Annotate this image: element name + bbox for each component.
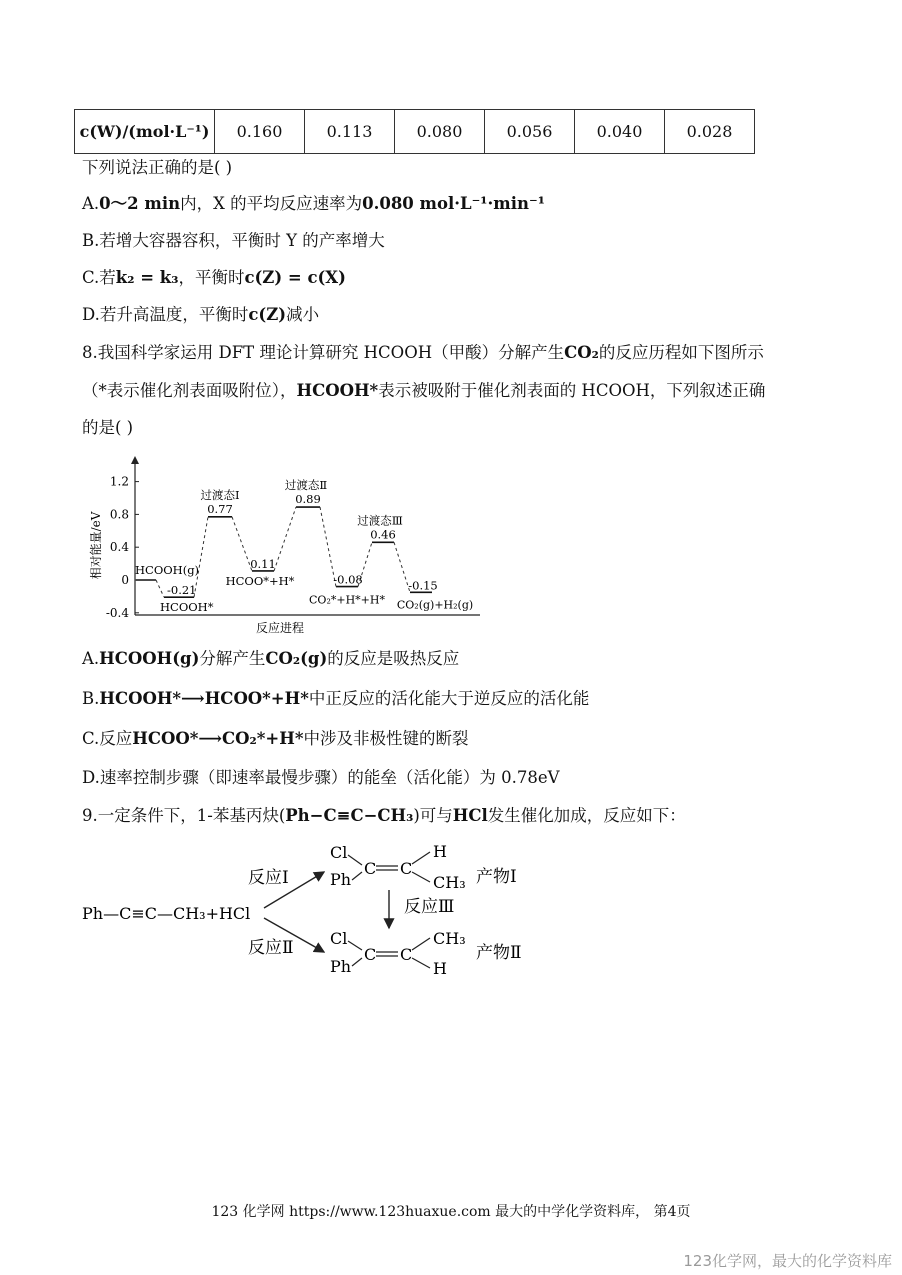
q8-stem-line3: 的是( ) — [82, 418, 134, 437]
y-tick-label: -0.4 — [105, 605, 129, 620]
state-label: HCOOH(g) — [135, 563, 200, 577]
energy-value-label: 0.46 — [370, 527, 396, 542]
svg-text:CH₃: CH₃ — [433, 929, 466, 948]
table-cell: 0.160 — [215, 110, 305, 154]
product-2-structure — [330, 929, 466, 978]
y-tick-label: 0.4 — [109, 540, 129, 555]
reaction-1-label: 反应Ⅰ — [248, 868, 289, 888]
reactant-formula: Ph—C≡C—CH₃+HCl — [82, 904, 251, 923]
energy-value-label: 0.77 — [207, 501, 233, 516]
state-label: 过渡态Ⅲ — [357, 513, 403, 528]
reaction-2-label: 反应Ⅱ — [248, 938, 294, 958]
state-label: HCOO*+H* — [225, 573, 295, 588]
svg-text:C: C — [400, 945, 413, 964]
q7-option-d: D.若升高温度，平衡时c(Z)减小 — [82, 305, 320, 324]
concentration-table — [74, 109, 755, 154]
svg-text:Ph: Ph — [330, 957, 352, 976]
product-2-label: 产物Ⅱ — [476, 943, 522, 963]
svg-text:H: H — [433, 959, 447, 978]
energy-value-label: 0.11 — [250, 556, 276, 571]
table-header-cell: c(W)/(mol·L⁻¹) — [75, 110, 215, 154]
reaction-scheme — [78, 838, 538, 984]
page-footer: 123 化学网 https://www.123huaxue.com 最大的中学化学资料库， 第4页 — [211, 1204, 691, 1220]
svg-text:C: C — [364, 945, 377, 964]
q8-option-d: D.速率控制步骤（即速率最慢步骤）的能垒（活化能）为 0.78eV — [82, 768, 560, 787]
q7-option-b: B.若增大容器容积，平衡时 Y 的产率增大 — [82, 231, 385, 250]
energy-connector — [274, 507, 296, 571]
watermark: 123化学网，最大的化学资料库 — [683, 1252, 892, 1270]
y-tick-label: 1.2 — [109, 474, 129, 489]
q8-stem-line2: （*表示催化剂表面吸附位），HCOOH*表示被吸附于催化剂表面的 HCOOH，下列叙述正确 — [82, 381, 766, 400]
y-tick-label: 0.8 — [109, 507, 129, 522]
table-row — [75, 110, 755, 154]
reaction-3-label: 反应Ⅲ — [404, 897, 455, 917]
q8-option-b: B.HCOOH*⟶HCOO*+H*中正反应的活化能大于逆反应的活化能 — [82, 689, 590, 708]
svg-text:CH₃: CH₃ — [433, 873, 466, 892]
q8-stem-line1: 8.我国科学家运用 DFT 理论计算研究 HCOOH（甲酸）分解产生CO₂的反应历程如下图所示 — [82, 343, 764, 362]
svg-text:C: C — [400, 859, 413, 878]
q7-option-a: A.0～2 min内，X 的平均反应速率为0.080 mol·L⁻¹·min⁻¹ — [82, 194, 545, 213]
svg-text:Cl: Cl — [330, 843, 348, 862]
y-tick-label: 0 — [121, 573, 129, 587]
energy-value-label: 0.89 — [295, 492, 321, 507]
product-1-structure — [330, 842, 466, 892]
state-label: CO₂*+H*+H* — [309, 593, 385, 607]
energy-profile-chart — [80, 452, 500, 640]
svg-text:C: C — [364, 859, 377, 878]
table-cell: 0.040 — [575, 110, 665, 154]
q8-option-a: A.HCOOH(g)分解产生CO₂(g)的反应是吸热反应 — [82, 649, 460, 668]
svg-text:Cl: Cl — [330, 929, 348, 948]
energy-value-label: -0.15 — [408, 578, 438, 593]
table-cell: 0.056 — [485, 110, 575, 154]
svg-text:Ph: Ph — [330, 870, 352, 889]
state-label: 过渡态Ⅱ — [284, 478, 328, 493]
energy-value-label: -0.21 — [167, 583, 197, 598]
product-1-label: 产物Ⅰ — [476, 867, 517, 887]
x-axis-label: 反应进程 — [255, 621, 305, 635]
table-cell: 0.113 — [305, 110, 395, 154]
q7-prompt: 下列说法正确的是( ) — [82, 158, 233, 177]
state-label: CO₂(g)+H₂(g) — [396, 598, 474, 612]
energy-connector — [156, 580, 164, 597]
state-label: 过渡态Ⅰ — [200, 487, 240, 502]
y-axis-label: 相对能量/eV — [89, 511, 103, 580]
q7-option-c: C.若k₂ = k₃，平衡时c(Z) = c(X) — [82, 268, 346, 287]
table-cell: 0.028 — [665, 110, 755, 154]
state-label: HCOOH* — [160, 600, 214, 615]
y-axis-arrow — [131, 456, 139, 464]
q9-stem: 9.一定条件下，1-苯基丙炔(Ph−C≡C−CH₃)可与HCl发生催化加成，反应如下： — [82, 806, 686, 825]
svg-text:H: H — [433, 842, 447, 861]
table-cell: 0.080 — [395, 110, 485, 154]
energy-value-label: -0.08 — [333, 572, 363, 587]
energy-connector — [232, 517, 252, 571]
q8-option-c: C.反应HCOO*⟶CO₂*+H*中涉及非极性键的断裂 — [82, 729, 469, 748]
